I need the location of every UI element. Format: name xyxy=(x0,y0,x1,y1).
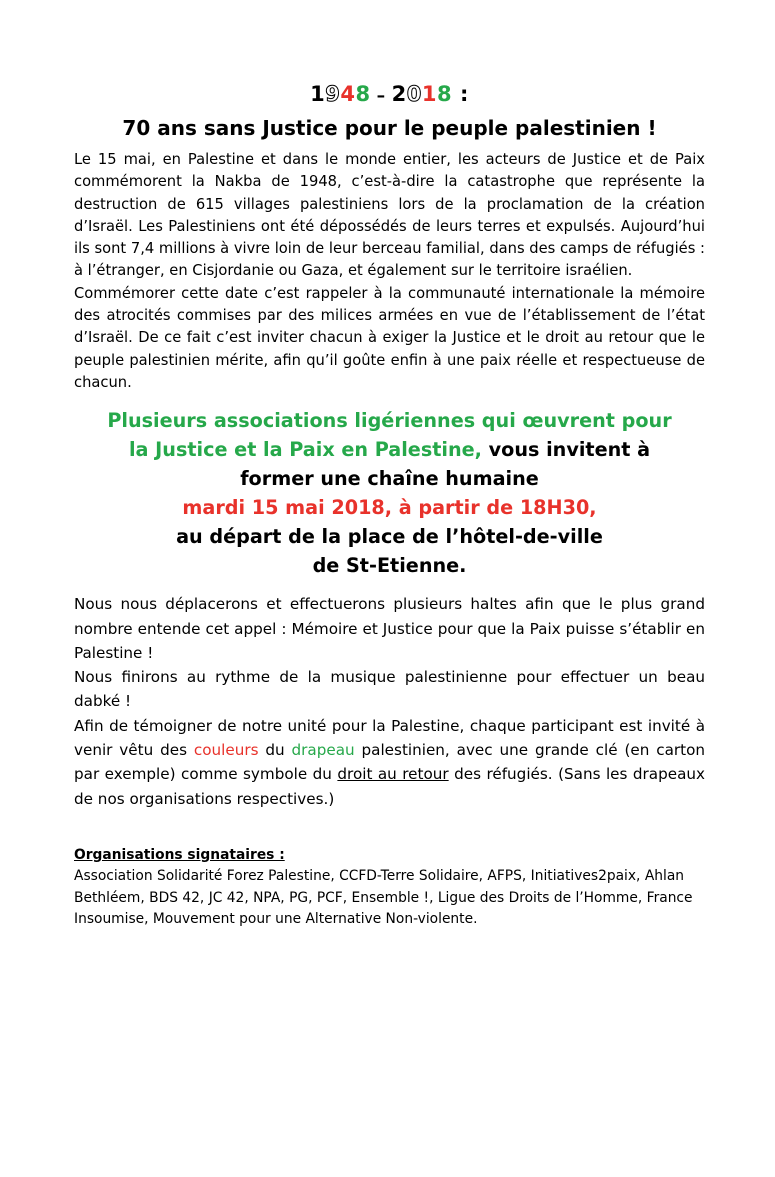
invitation-line-6: de St-Etienne. xyxy=(312,554,467,578)
invitation-line-2-black: vous invitent à xyxy=(481,438,651,462)
year1-digit-1: 1 xyxy=(310,82,326,106)
organisations-section xyxy=(74,845,705,931)
details-paragraph-2: Nous finirons au rythme de la musique palestinienne pour effectuer un beau dabké ! xyxy=(74,668,705,711)
details-paragraph-3 xyxy=(74,714,705,811)
invitation-block xyxy=(74,406,705,580)
flyer-page xyxy=(0,80,775,1177)
invitation-line-5: au départ de la place de l’hôtel-de-ville xyxy=(176,525,603,549)
title-colon: : xyxy=(459,82,469,106)
page-title: 70 ans sans Justice pour le peuple palestinien ! xyxy=(122,116,657,140)
word-droit-au-retour: droit au retour xyxy=(337,765,449,784)
details-p3-text-a: Afin de témoigner de notre unité pour la Palestine, chaque participant est invité à venir vêtu des xyxy=(74,716,705,760)
details-p3-text-b: du xyxy=(258,741,292,760)
intro-paragraph-1: Le 15 mai, en Palestine et dans le monde entier, les acteurs de Justice et de Paix commémorent la Nakba de 1948, c’est-à-dire la catastrophe que représente la destruction de 615 villages palestiniens lors de la proclamation de la création d’Israël. Les Palestiniens ont été dépossédés de leurs terres et expulsés. Aujourd’hui ils sont 7,4 millions à vivre loin de leur berceau familial, dans des camps de réfugiés : à l’étranger, en Cisjordanie ou Gaza, et également sur le territoire israélien. xyxy=(74,151,705,280)
year2-digit-3: 1 xyxy=(421,82,438,106)
year-separator: – xyxy=(376,86,386,106)
intro-paragraph-2: Commémorer cette date c’est rappeler à la communauté internationale la mémoire des atrocités commises par des milices armées en vue de l’établissement de l’état d’Israël. De ce fait c’est inviter chacun à exiger la Justice et le droit au retour que le peuple palestinien mérite, afin qu’il goûte enfin à une paix réelle et respectueuse de chacun. xyxy=(74,284,705,391)
year1-digit-3: 4 xyxy=(340,82,356,106)
organisations-heading: Organisations signataires : xyxy=(74,846,285,863)
year1-digit-2: 9 xyxy=(325,82,341,106)
organisations-list: Association Solidarité Forez Palestine, CCFD-Terre Solidaire, AFPS, Initiatives2paix, Ahlan Bethléem, BDS 42, JC 42, NPA, PG, PCF, Ensemble !, Ligue des Droits de l’Homme, France Insoumise, Mouvement pour une Alternative Non-violente. xyxy=(74,868,693,928)
details-p3-text-c: palestinien, avec une grande clé (en carton par exemple) comme symbole du xyxy=(74,741,705,784)
invitation-line-3: former une chaîne humaine xyxy=(240,467,539,491)
year1-digit-4: 8 xyxy=(355,82,371,106)
invitation-line-1: Plusieurs associations ligériennes qui œuvrent pour xyxy=(107,409,672,433)
details-paragraph-1: Nous nous déplacerons et effectuerons plusieurs haltes afin que le plus grand nombre entende cet appel : Mémoire et Justice pour que la Paix puisse s’établir en Palestine ! xyxy=(74,595,705,662)
word-drapeau: drapeau xyxy=(291,741,355,760)
invitation-line-2 xyxy=(74,435,705,464)
year2-digit-4: 8 xyxy=(437,82,453,106)
year2-digit-1: 2 xyxy=(391,82,407,106)
year2-digit-2: 0 xyxy=(406,82,422,106)
title-years xyxy=(74,80,705,110)
word-couleurs: couleurs xyxy=(193,741,259,760)
event-date: mardi 15 mai 2018, à partir de 18H30, xyxy=(182,496,597,520)
invitation-line-2-green: la Justice et la Paix en Palestine, xyxy=(128,438,482,462)
details-p3-text-d: des réfugiés. (Sans les drapeaux de nos organisations respectives.) xyxy=(74,765,705,808)
